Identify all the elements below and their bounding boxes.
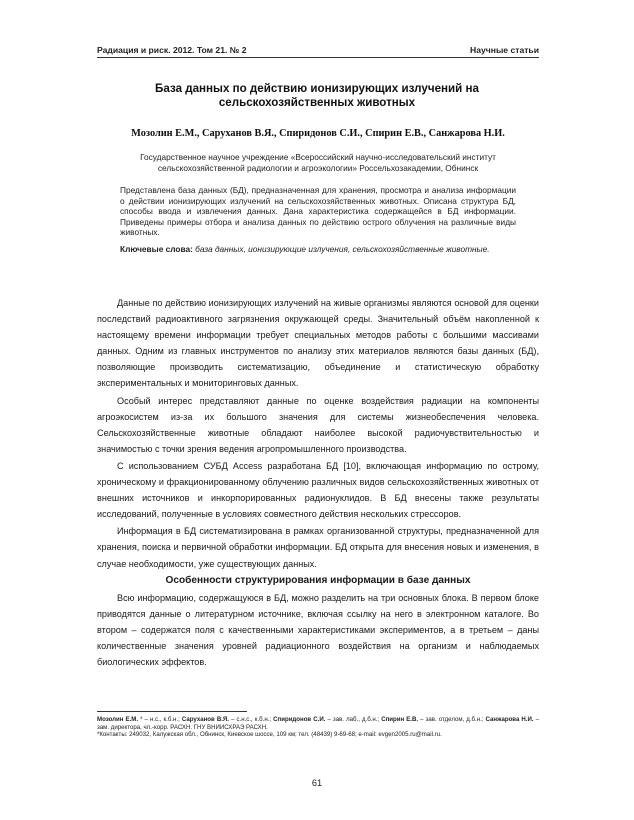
keywords-label: Ключевые слова:	[120, 243, 193, 254]
section-heading: Особенности структурирования информации в базе данных	[165, 574, 471, 586]
keywords-value: база данных, ионизирующие излучения, сельскохозяйственные животные.	[195, 243, 490, 254]
abstract-text: Представлена база данных (БД), предназначенная для хранения, просмотра и анализа информации о действии ионизирующих излучений на сельскохозяйственных животных. Описана структура БД, способы ввода и извлечения данных. Дана характеристика содержащейся в БД информации. Приведены примеры отбора и анализа данных по действию острого облучения на различные виды животных.	[120, 185, 516, 238]
paragraph: С использованием СУБД Access разработана БД [10], включающая информацию по острому, хроническому и фракционированному облучению различных видов сельскохозяйственных животных от внешних источников и инкорпорированных радионуклидов. В БД внесены также результаты исследований, полученные в условиях совместного действия нескольких стрессоров.	[97, 460, 539, 520]
section-label: Научные статьи	[470, 45, 539, 55]
running-header	[97, 45, 539, 55]
footnote-author: Спиридонов С.И.	[273, 716, 326, 723]
footnote-author: Санжарова Н.И.	[485, 716, 534, 723]
footnote-role: – зам. директора, чл.-корр. РАСХН. ГНУ ВНИИСХРАЭ РАСХН.	[97, 716, 540, 731]
author-list: Мозолин Е.М., Саруханов В.Я., Спиридонов С.И., Спирин Е.В., Санжарова Н.И.	[131, 128, 505, 139]
title-line-1: База данных по действию ионизирующих излучений на	[155, 82, 479, 95]
article-title	[110, 82, 524, 110]
paragraph: Особый интерес представляют данные по оценке воздействия радиации на компоненты агроэкосистем из-за их большого значения для системы жизнеобеспечения человека. Сельскохозяйственные животные обладают наиболее высокой радиочувствительностью и значимостью с точки зрения ведения агропромышленного производства.	[97, 395, 539, 454]
keywords	[120, 244, 516, 255]
footnote-author: Саруханов В.Я.	[181, 716, 229, 723]
affiliation-line-2: сельскохозяйственной радиологии и агроэкологии» Россельхозакадемии, Обнинск	[157, 162, 479, 173]
title-line-2: сельскохозяйственных животных	[218, 96, 416, 109]
paragraph: Информация в БД систематизирована в рамках организованной структуры, предназначенной для хранения, поиска и первичной обработки информации. БД открыта для внесения новых и изменения, в случае необходимости, уже существующих данных.	[97, 526, 539, 569]
contact-info: *Контакты: 249032, Калужская обл., Обнинск, Киевское шоссе, 109 км; тел. (48439) 9-69-68; e-mail: evgen2005.ru@mail.ru.	[97, 731, 442, 739]
affiliation-line-1: Государственное научное учреждение «Всероссийский научно-исследовательский институт	[140, 152, 496, 162]
abstract-block	[120, 185, 516, 255]
author-credentials	[97, 716, 539, 731]
article-body	[97, 295, 539, 671]
affiliation	[120, 152, 516, 173]
footnote-role: * – н.с., к.б.н.;	[140, 716, 180, 723]
paragraph: Всю информацию, содержащуюся в БД, можно разделить на три основных блока. В первом блоке приводятся данные о литературном источнике, включая ссылку на него в электронном каталоге. Во втором – содержатся поля с качественными характеристиками экспериментов, а в третьем – даны количественные значения уровней радиационного воздействия на организм и наблюдаемых биологических эффектов.	[97, 592, 539, 668]
footnote	[97, 716, 539, 739]
footnote-role: – зав. отделом, д.б.н.;	[420, 716, 484, 723]
footnote-role: – с.н.с., к.б.н.;	[231, 716, 272, 723]
footnote-author: Спирин Е.В.	[381, 716, 419, 723]
paragraph: Данные по действию ионизирующих излучений на живые организмы являются основой для оценки последствий радиоактивного загрязнения окружающей среды. Значительный объём накопленной к настоящему времени информации требует специальных методов работы с большими массивами данных. Одним из главных инструментов по анализу этих материалов являются базы данных (БД), позволяющие производить систематизацию, объединение и статистическую обработку экспериментальных и мониторинговых данных.	[97, 298, 539, 389]
journal-citation: Радиация и риск. 2012. Том 21. № 2	[97, 45, 247, 55]
footnote-divider	[97, 711, 247, 712]
header-divider	[97, 57, 539, 58]
page-number: 61	[311, 778, 323, 788]
footnote-author: Мозолин Е.М.	[97, 716, 139, 723]
footnote-role: – зав. лаб., д.б.н.;	[327, 716, 380, 723]
